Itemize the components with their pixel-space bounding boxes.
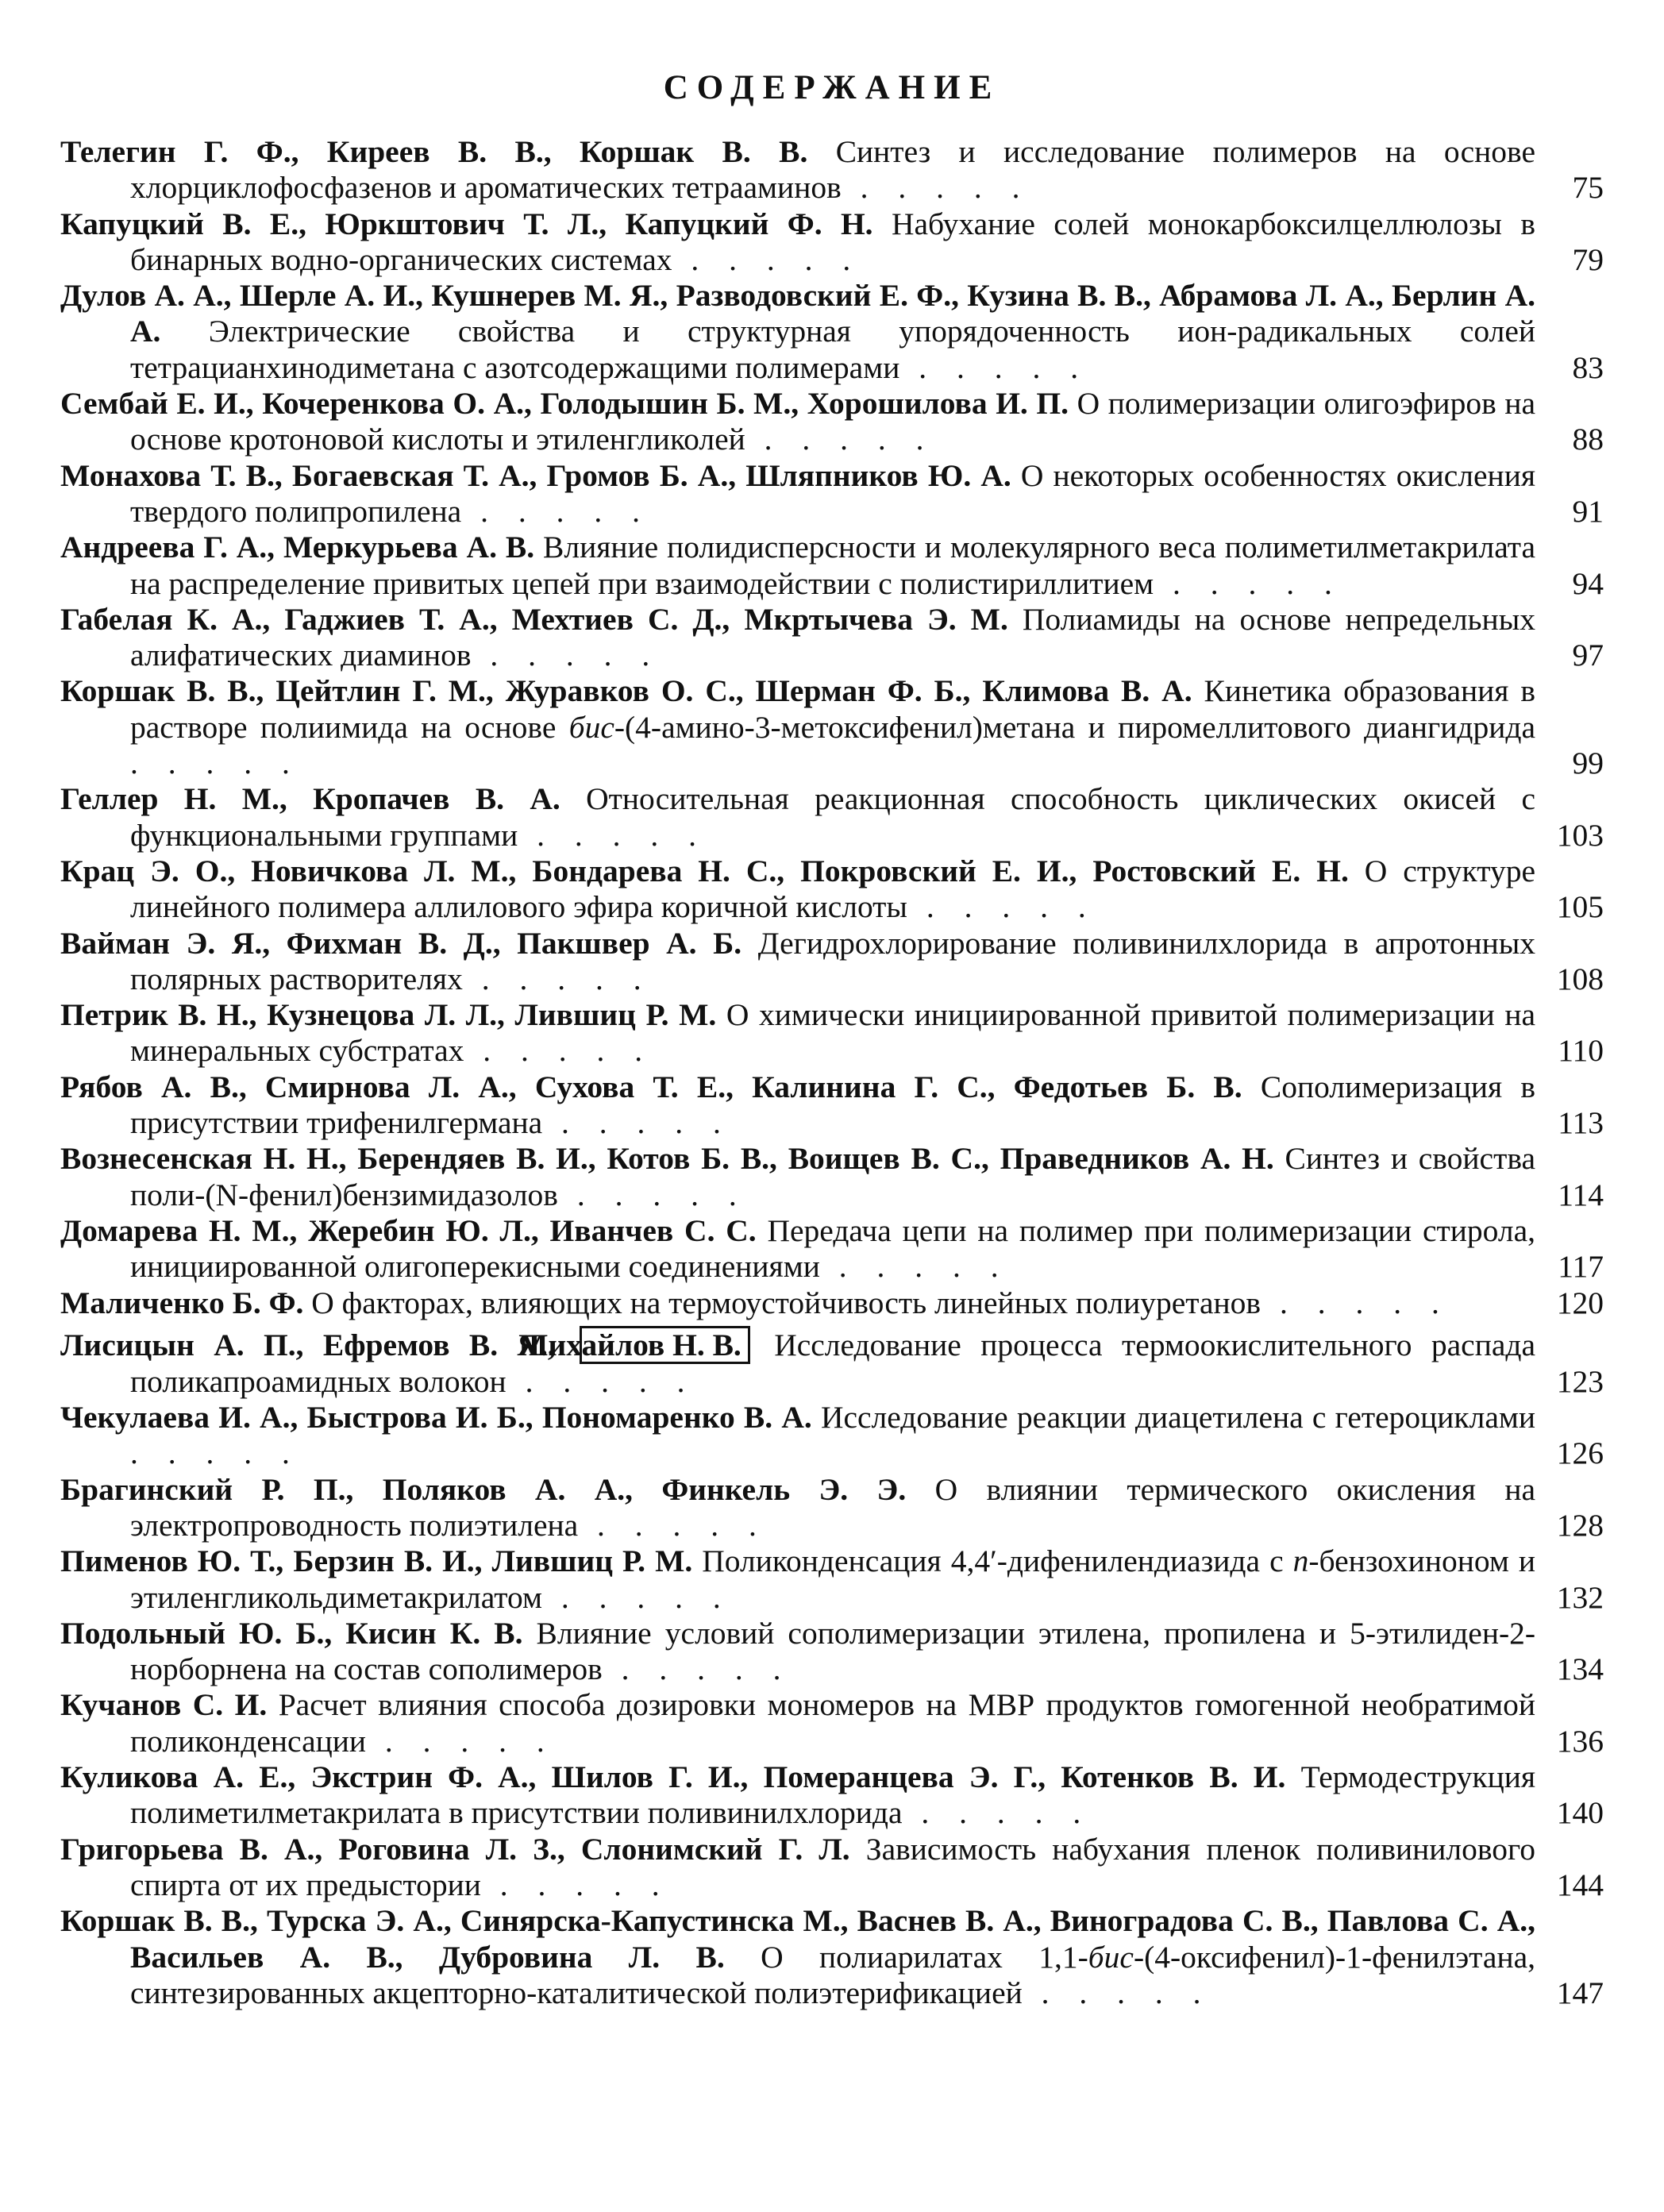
entry-page-number: 108 xyxy=(1556,961,1604,996)
entry-authors: Домарева Н. М., Жеребин Ю. Л., Иванчев С. С. xyxy=(60,1212,757,1248)
entry-authors: Монахова Т. В., Богаевская Т. А., Громов Б. А., Шляпников Ю. А. xyxy=(60,457,1011,493)
leader-dots: . . . . . xyxy=(819,1249,1010,1285)
contents-entry[interactable] xyxy=(60,1616,1604,1688)
entry-title: Расчет влияния способа дозировки мономеров на МВР продуктов гомогенной необратимой поликонденсации xyxy=(130,1687,1535,1759)
entry-page-number: 103 xyxy=(1556,817,1604,853)
leader-dots: . . . . . xyxy=(130,746,301,781)
entry-page-number: 75 xyxy=(1572,170,1604,206)
leader-dots: . . . . . xyxy=(907,889,1097,925)
contents-entry[interactable] xyxy=(60,206,1604,279)
entry-text xyxy=(60,1543,1535,1616)
leader-dots: . . . . . xyxy=(557,1177,748,1212)
entry-authors: Вайман Э. Я., Фихман В. Д., Пакшвер А. Б. xyxy=(60,925,742,961)
leader-dots: . . . . . xyxy=(745,422,935,457)
leader-dots: . . . . . xyxy=(1261,1285,1450,1320)
entry-page-number: 114 xyxy=(1558,1177,1604,1212)
entry-text xyxy=(60,602,1535,674)
leader-dots: . . . . . xyxy=(518,817,708,853)
contents-entry[interactable] xyxy=(60,1903,1604,2011)
leader-dots: . . . . . xyxy=(130,1435,301,1471)
entry-title: О влиянии термического окисления на электропроводность полиэтилена xyxy=(130,1471,1536,1543)
entry-text xyxy=(60,673,1535,781)
entry-page-number: 99 xyxy=(1572,746,1604,781)
entry-authors: Маличенко Б. Ф. xyxy=(60,1285,304,1320)
entry-title: О полиарилатах 1,1-бис-(4-оксифенил)-1-фенилэтана, синтезированных акцепторно-каталитической полиэтерификацией xyxy=(130,1939,1535,2010)
entry-title: Полиамиды на основе непредельных алифатических диаминов xyxy=(130,601,1535,673)
entry-page-number: 113 xyxy=(1558,1105,1604,1141)
entry-text xyxy=(60,997,1535,1069)
entry-page-number: 147 xyxy=(1556,1975,1604,2010)
entry-authors: Подольный Ю. Б., Кисин К. В. xyxy=(60,1615,523,1651)
leader-dots: . . . . . xyxy=(461,493,651,529)
entry-authors: Габелая К. А., Гаджиев Т. А., Мехтиев С. Д., Мкртычева Э. М. xyxy=(60,601,1008,637)
contents-heading: СОДЕРЖАНИЕ xyxy=(663,69,1001,106)
entry-authors: Коршак В. В., Турска Э. А., Синярска-Капустинска М., Васнев В. А., Виноградова С. В., Павлова С. А., Васильев А. В., Дубровина Л. В. xyxy=(60,1903,1535,1975)
entry-title: О некоторых особенностях окисления твердого полипропилена xyxy=(130,457,1535,529)
contents-entry[interactable] xyxy=(60,1687,1604,1759)
entry-authors: Куликова А. Е., Экстрин Ф. А., Шилов Г. И., Померанцева Э. Г., Котенков В. И. xyxy=(60,1759,1286,1795)
entry-title: Влияние полидисперсности и молекулярного веса полиметилметакрилата на распределение привитых цепей при взаимодействии с полистириллитием xyxy=(130,530,1535,601)
entry-page-number: 144 xyxy=(1556,1867,1604,1902)
entry-authors: Сембай Е. И., Кочеренкова О. А., Голодышин Б. М., Хорошилова И. П. xyxy=(60,386,1069,422)
entry-title: Синтез и свойства поли-(N-фенил)бензимидазолов xyxy=(130,1141,1535,1212)
contents-entry[interactable] xyxy=(60,1759,1604,1832)
contents-entry[interactable] xyxy=(60,1285,1604,1321)
entry-page-number: 134 xyxy=(1556,1651,1604,1687)
contents-entry[interactable] xyxy=(60,997,1604,1069)
contents-entry[interactable] xyxy=(60,530,1604,602)
entry-text xyxy=(60,386,1535,458)
contents-entry[interactable] xyxy=(60,1141,1604,1213)
entry-title: Исследование процесса термоокислительного распада поликапроамидных волокон xyxy=(130,1327,1536,1399)
entry-text xyxy=(60,854,1535,926)
leader-dots: . . . . . xyxy=(366,1723,556,1759)
contents-entry[interactable] xyxy=(60,1472,1604,1544)
contents-entry[interactable] xyxy=(60,781,1604,854)
entry-title: Влияние условий сополимеризации этилена, пропилена и 5-этилиден-2-норборнена на состав сополимеров xyxy=(130,1615,1536,1687)
entry-title: Сополимеризация в присутствии трифенилгермана xyxy=(130,1069,1536,1141)
entry-authors: Дулов А. А., Шерле А. И., Кушнерев М. Я., Разводовский Е. Ф., Кузина В. В., Абрамова Л. А., Берлин А. А. xyxy=(60,278,1535,349)
entry-title: Термодеструкция полиметилметакрилата в присутствии поливинилхлорида xyxy=(130,1759,1536,1831)
entry-page-number: 123 xyxy=(1556,1363,1604,1399)
contents-entry[interactable] xyxy=(60,1832,1604,1904)
entry-title: Синтез и исследование полимеров на основе хлорциклофосфазенов и ароматических тетрааминов xyxy=(130,134,1535,206)
contents-entry[interactable] xyxy=(60,1213,1604,1285)
entry-title: Поликонденсация 4,4′-дифенилендиазида с n-бензохиноном и этиленгликольдиметакрилатом xyxy=(130,1543,1535,1615)
contents-page xyxy=(60,68,1604,2011)
entry-authors: Коршак В. В., Цейтлин Г. М., Журавков О. С., Шерман Ф. Б., Климова В. А. xyxy=(60,673,1192,709)
entry-authors: Пименов Ю. Т., Берзин В. И., Лившиц Р. М. xyxy=(60,1543,693,1579)
leader-dots: . . . . . xyxy=(902,1795,1092,1831)
entry-authors: Крац Э. О., Новичкова Л. М., Бондарева Н. С., Покровский Е. И., Ростовский Е. Н. xyxy=(60,853,1349,888)
entry-text xyxy=(60,1903,1535,2011)
entry-text xyxy=(60,1069,1535,1142)
entry-page-number: 97 xyxy=(1572,638,1604,673)
contents-entry[interactable] xyxy=(60,926,1604,998)
entry-page-number: 91 xyxy=(1572,493,1604,529)
leader-dots: . . . . . xyxy=(578,1507,768,1543)
entry-title: Зависимость набухания пленок поливинилового спирта от их предыстории xyxy=(130,1831,1535,1902)
leader-dots: . . . . . xyxy=(480,1867,671,1902)
leader-dots: . . . . . xyxy=(542,1579,732,1615)
leader-dots: . . . . . xyxy=(542,1105,732,1141)
entry-text xyxy=(60,1472,1535,1544)
entry-page-number: 120 xyxy=(1556,1285,1604,1320)
entry-text xyxy=(60,926,1535,998)
entry-title: О полимеризации олигоэфиров на основе кротоновой кислоты и этиленгликолей xyxy=(130,386,1536,457)
entry-authors: Капуцкий В. Е., Юркштович Т. Л., Капуцкий Ф. Н. xyxy=(60,206,873,241)
leader-dots: . . . . . xyxy=(841,170,1031,206)
entry-text xyxy=(60,458,1535,530)
contents-entry[interactable] xyxy=(60,278,1604,386)
entry-page-number: 132 xyxy=(1556,1579,1604,1615)
entry-page-number: 128 xyxy=(1556,1507,1604,1543)
contents-entry[interactable] xyxy=(60,854,1604,926)
contents-entry[interactable] xyxy=(60,1400,1604,1472)
contents-entry[interactable] xyxy=(60,1326,1604,1400)
entry-text xyxy=(60,1141,1535,1213)
leader-dots: . . . . . xyxy=(506,1363,696,1399)
entry-text xyxy=(60,1213,1535,1285)
entry-authors: Кучанов С. И. xyxy=(60,1687,268,1723)
entry-authors: Телегин Г. Ф., Киреев В. В., Коршак В. В. xyxy=(60,134,808,169)
entry-page-number: 79 xyxy=(1572,241,1604,277)
leader-dots: . . . . . xyxy=(672,241,862,277)
entry-text xyxy=(60,278,1535,386)
entry-text xyxy=(60,206,1535,279)
entry-title: О структуре линейного полимера аллилового эфира коричной кислоты xyxy=(130,853,1535,925)
entry-title: Набухание солей монокарбоксилцеллюлозы в бинарных водно-органических системах xyxy=(130,206,1536,277)
contents-entry[interactable] xyxy=(60,1069,1604,1142)
entry-authors: Рябов А. В., Смирнова Л. А., Сухова Т. Е., Калинина Г. С., Федотьев Б. В. xyxy=(60,1069,1242,1104)
entry-title: О химически инициированной привитой полимеризации на минеральных субстратах xyxy=(130,997,1536,1069)
leader-dots: . . . . . xyxy=(462,961,653,996)
entry-text xyxy=(60,1687,1535,1759)
entry-text xyxy=(60,134,1535,206)
entry-title: Исследование реакции диацетилена с гетероциклами xyxy=(820,1400,1536,1435)
entry-text xyxy=(60,530,1535,602)
entry-text xyxy=(60,781,1535,854)
deceased-author-frame: Михайлов Н. В. xyxy=(580,1326,750,1364)
entry-title: Электрические свойства и структурная упорядоченность ион-радикальных солей тетрацианхинодиметана с азотсодержащими полимерами xyxy=(130,314,1535,385)
entry-title: Дегидрохлорирование поливинилхлорида в апротонных полярных растворителях xyxy=(130,925,1536,996)
entry-title: Кинетика образования в растворе полиимида на основе бис-(4-амино-3-метоксифенил)метана и пиромеллитового диангидрида xyxy=(130,673,1536,745)
entry-page-number: 126 xyxy=(1556,1435,1604,1471)
entry-authors: Вознесенская Н. Н., Берендяев В. И., Котов Б. В., Воищев В. С., Праведников А. Н. xyxy=(60,1141,1274,1177)
contents-entry[interactable] xyxy=(60,602,1604,674)
entry-authors: Лисицын А. П., Ефремов В. Я., xyxy=(60,1327,556,1362)
contents-entry[interactable] xyxy=(60,134,1604,206)
entry-page-number: 94 xyxy=(1572,565,1604,601)
contents-list xyxy=(60,134,1604,2011)
entry-page-number: 110 xyxy=(1558,1033,1604,1069)
entry-authors: Петрик В. Н., Кузнецова Л. Л., Лившиц Р. М. xyxy=(60,997,717,1033)
contents-entry[interactable] xyxy=(60,673,1604,781)
leader-dots: . . . . . xyxy=(1154,565,1343,601)
entry-authors: Андреева Г. А., Меркурьева А. В. xyxy=(60,530,535,565)
entry-authors: Брагинский Р. П., Поляков А. А., Финкель Э. Э. xyxy=(60,1471,907,1507)
contents-entry[interactable] xyxy=(60,1543,1604,1616)
entry-text xyxy=(60,1326,1535,1400)
contents-entry[interactable] xyxy=(60,458,1604,530)
leader-dots: . . . . . xyxy=(1022,1975,1212,2010)
entry-page-number: 83 xyxy=(1572,349,1604,385)
leader-dots: . . . . . xyxy=(899,349,1090,385)
entry-text xyxy=(60,1832,1535,1904)
leader-dots: . . . . . xyxy=(471,638,661,673)
entry-page-number: 88 xyxy=(1572,422,1604,457)
entry-page-number: 117 xyxy=(1558,1249,1604,1285)
entry-text xyxy=(60,1285,1535,1321)
leader-dots: . . . . . xyxy=(602,1651,792,1687)
entry-page-number: 105 xyxy=(1556,889,1604,925)
entry-title: Относительная реакционная способность циклических окисей с функциональными группами xyxy=(130,781,1536,853)
entry-text xyxy=(60,1616,1535,1688)
leader-dots: . . . . . xyxy=(464,1033,654,1069)
entry-page-number: 136 xyxy=(1556,1723,1604,1759)
entry-text xyxy=(60,1400,1535,1472)
entry-authors: Чекулаева И. А., Быстрова И. Б., Пономаренко В. А. xyxy=(60,1400,812,1435)
entry-title: Передача цепи на полимер при полимеризации стирола, инициированной олигоперекисными соединениями xyxy=(130,1212,1536,1285)
entry-title: О факторах, влияющих на термоустойчивость линейных полиуретанов xyxy=(311,1285,1261,1320)
entry-authors: Геллер Н. М., Кропачев В. А. xyxy=(60,781,560,817)
entry-page-number: 140 xyxy=(1556,1795,1604,1831)
entry-text xyxy=(60,1759,1535,1832)
entry-authors: Григорьева В. А., Роговина Л. З., Слонимский Г. Л. xyxy=(60,1831,850,1867)
contents-entry[interactable] xyxy=(60,386,1604,458)
